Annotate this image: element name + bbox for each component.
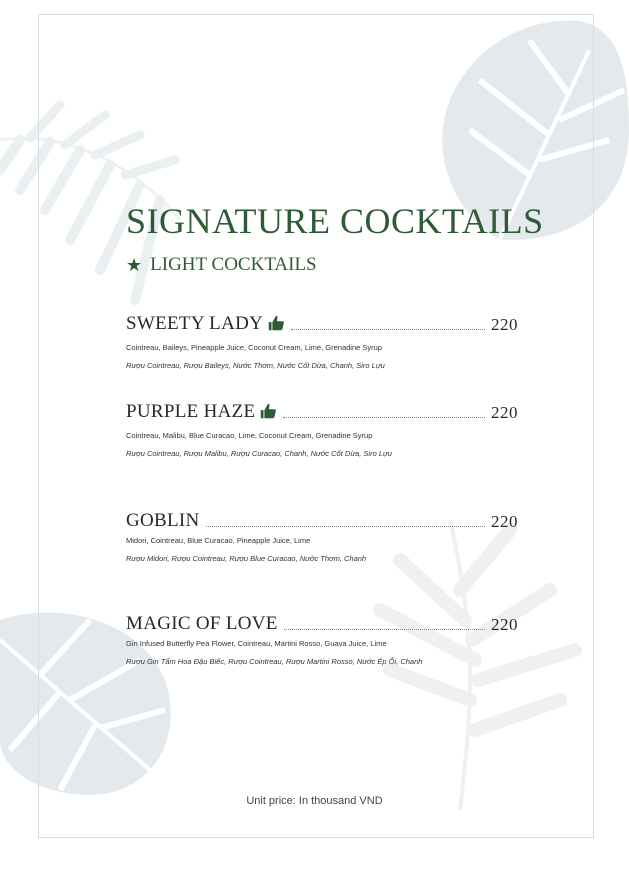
menu-item-purple-haze — [126, 401, 518, 458]
item-ingredients-vi: Rượu Midori, Rượu Cointreau, Rượu Blue Curacao, Nước Thơm, Chanh — [126, 554, 367, 563]
leader-dots — [284, 629, 485, 630]
thumbs-up-icon — [259, 402, 277, 420]
leader-dots — [291, 329, 485, 330]
item-ingredients-en: Gin Infused Butterfly Pea Flower, Cointreau, Martini Rosso, Guava Juice, Lime — [126, 639, 387, 648]
item-ingredients-vi: Rượu Cointreau, Rượu Malibu, Rượu Curacao, Chanh, Nước Cốt Dừa, Siro Lựu — [126, 449, 392, 458]
item-price: 220 — [491, 403, 518, 422]
item-name: PURPLE HAZE — [126, 401, 256, 422]
item-ingredients-vi: Rượu Cointreau, Rượu Baileys, Nước Thơm, Nước Cốt Dừa, Chanh, Siro Lựu — [126, 361, 385, 370]
item-name: SWEETY LADY — [126, 313, 264, 334]
item-name: GOBLIN — [126, 510, 200, 531]
menu-item-sweety-lady — [126, 313, 518, 370]
item-ingredients-en: Cointreau, Baileys, Pineapple Juice, Coconut Cream, Lime, Grenadine Syrup — [126, 343, 382, 352]
menu-item-magic-of-love — [126, 613, 518, 666]
item-price: 220 — [491, 315, 518, 334]
thumbs-up-icon — [267, 314, 285, 332]
page-title: SIGNATURE COCKTAILS — [126, 201, 544, 241]
item-price: 220 — [491, 615, 518, 634]
item-ingredients-vi: Rượu Gin Tẩm Hoa Đậu Biếc, Rượu Cointreau, Rượu Martini Rosso, Nước Ép Ổi, Chanh — [126, 657, 423, 666]
item-ingredients-en: Cointreau, Malibu, Blue Curacao, Lime, Coconut Cream, Grenadine Syrup — [126, 431, 373, 440]
star-icon: ★ — [126, 254, 143, 275]
item-ingredients-en: Midori, Cointreau, Blue Curacao, Pineapple Juice, Lime — [126, 536, 311, 545]
section-heading — [126, 254, 317, 276]
leader-dots — [283, 417, 485, 418]
menu-item-goblin — [126, 510, 518, 563]
item-price: 220 — [491, 512, 518, 531]
item-name: MAGIC OF LOVE — [126, 613, 278, 634]
leader-dots — [206, 526, 485, 527]
section-label: LIGHT COCKTAILS — [150, 254, 317, 275]
price-unit-note: Unit price: In thousand VND — [246, 795, 383, 807]
